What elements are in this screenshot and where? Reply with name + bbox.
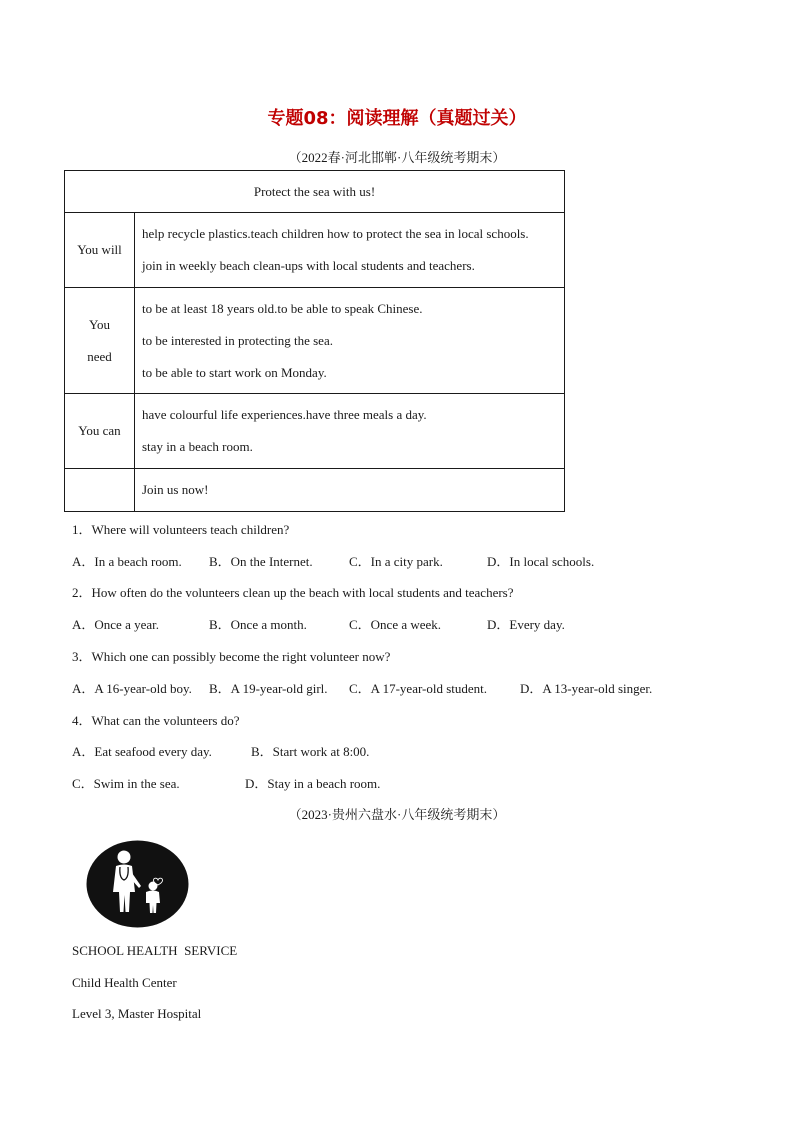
- row-label: You can: [65, 394, 135, 469]
- question-4-option-c[interactable]: C．Swim in the sea.: [72, 776, 180, 791]
- ad-heading-row: [65, 171, 565, 213]
- row-label: You will: [65, 213, 135, 288]
- question-3-option-a[interactable]: A．A 16-year-old boy.: [72, 681, 192, 696]
- service-name: SCHOOL HEALTH SERVICE: [72, 943, 238, 958]
- row-line: join in weekly beach clean-ups with local students and teachers.: [142, 258, 475, 273]
- row-label: You: [88, 316, 111, 332]
- question-2-stem: 2．How often do the volunteers clean up the beach with local students and teachers?: [72, 585, 514, 600]
- row-line: have colourful life experiences.have three meals a day.: [142, 407, 427, 422]
- row-line: help recycle plastics.teach children how to protect the sea in local schools.: [142, 226, 529, 241]
- row-line: to be able to start work on Monday.: [142, 364, 327, 380]
- service-center: Child Health Center: [72, 975, 177, 990]
- question-3-stem: 3．Which one can possibly become the right volunteer now?: [72, 649, 391, 664]
- ad-row-you-will: [65, 213, 565, 288]
- row-label: [65, 469, 135, 512]
- question-3-option-b[interactable]: B．A 19-year-old girl.: [209, 681, 328, 696]
- row-label: need: [87, 348, 112, 364]
- question-4-option-a[interactable]: A．Eat seafood every day.: [72, 744, 212, 759]
- question-3-option-c[interactable]: C．A 17-year-old student.: [349, 681, 488, 696]
- row-line: to be at least 18 years old.to be able to speak Chinese.: [142, 300, 423, 316]
- volunteer-ad-table: [64, 170, 565, 512]
- question-3-option-d[interactable]: D．A 13-year-old singer.: [520, 681, 653, 696]
- doctor-child-icon: [86, 840, 189, 928]
- question-2-option-d[interactable]: D．Every day.: [487, 617, 565, 632]
- ad-row-join: [65, 469, 565, 512]
- question-2-option-b[interactable]: B．Once a month.: [209, 617, 307, 632]
- question-1-stem: 1．Where will volunteers teach children?: [72, 522, 290, 537]
- ad-heading: Protect the sea with us!: [65, 171, 565, 213]
- question-4-option-b[interactable]: B．Start work at 8:00.: [251, 744, 370, 759]
- question-1-option-b[interactable]: B．On the Internet.: [209, 554, 313, 569]
- question-4-option-d[interactable]: D．Stay in a beach room.: [245, 776, 381, 791]
- question-1-option-a[interactable]: A．In a beach room.: [72, 554, 182, 569]
- ad-row-you-need: [65, 288, 565, 394]
- question-1-option-c[interactable]: C．In a city park.: [349, 554, 443, 569]
- source-note-2: （2023·贵州六盘水·八年级统考期末）: [288, 807, 506, 822]
- row-line: Join us now!: [142, 482, 209, 497]
- row-line: to be interested in protecting the sea.: [142, 332, 333, 348]
- source-note-1: （2022春·河北邯郸·八年级统考期末）: [288, 150, 506, 165]
- question-2-option-c[interactable]: C．Once a week.: [349, 617, 442, 632]
- question-1-option-d[interactable]: D．In local schools.: [487, 554, 595, 569]
- question-4-stem: 4．What can the volunteers do?: [72, 713, 240, 728]
- row-line: stay in a beach room.: [142, 439, 253, 454]
- question-2-option-a[interactable]: A．Once a year.: [72, 617, 159, 632]
- page-title: 专题08：阅读理解（真题过关）: [267, 108, 527, 129]
- service-address: Level 3, Master Hospital: [72, 1006, 202, 1021]
- ad-row-you-can: [65, 394, 565, 469]
